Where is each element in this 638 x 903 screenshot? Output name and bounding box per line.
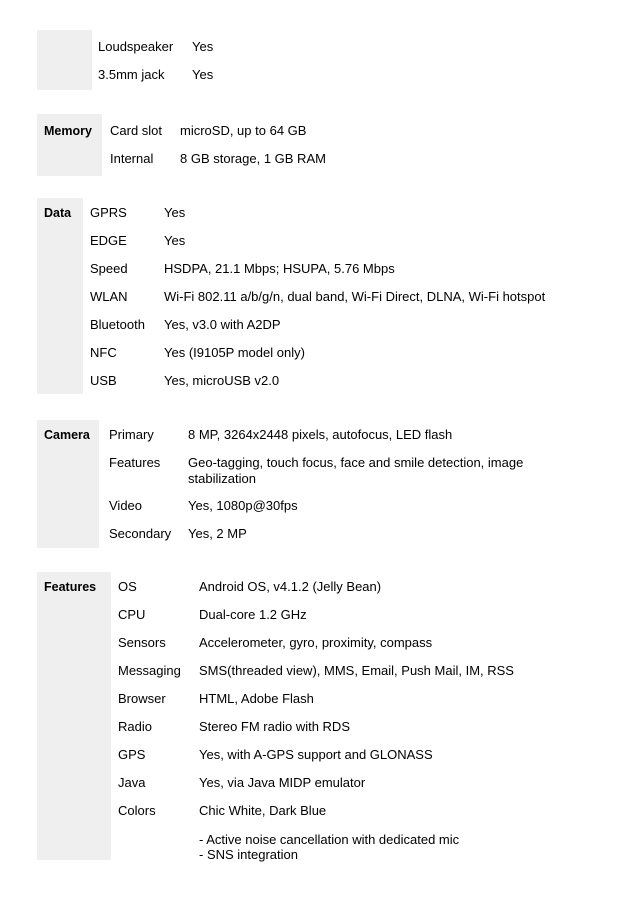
spec-value: HTML, Adobe Flash [199,691,314,706]
section-sound [37,30,602,90]
section-features [37,572,602,860]
spec-value: - Active noise cancellation with dedicated mic [199,832,460,847]
spec-value: Yes, microUSB v2.0 [164,373,280,388]
spec-key: Sensors [118,635,166,650]
section-data-header [37,198,83,394]
spec-key: Radio [118,719,152,734]
spec-value: Yes, 2 MP [188,526,247,541]
spec-value: Yes [192,67,214,82]
spec-key: WLAN [90,289,128,304]
spec-key: USB [90,373,117,388]
spec-value: SMS(threaded view), MMS, Email, Push Mail, IM, RSS [199,663,514,678]
spec-key: Secondary [109,526,172,541]
section-data [37,198,602,394]
spec-value: Geo-tagging, touch focus, face and smile detection, image stabilization [188,455,524,486]
spec-key: NFC [90,345,117,360]
section-label: Features [44,580,97,594]
spec-key: EDGE [90,233,127,248]
spec-value: microSD, up to 64 GB [180,123,307,138]
spec-key: GPRS [90,205,127,220]
spec-value: Yes, 1080p@30fps [188,498,298,513]
spec-value: Yes, via Java MIDP emulator [199,775,366,790]
spec-value: HSDPA, 21.1 Mbps; HSUPA, 5.76 Mbps [164,261,395,276]
spec-value: Yes [164,205,186,220]
spec-value: Android OS, v4.1.2 (Jelly Bean) [199,579,382,594]
spec-value: Yes, with A-GPS support and GLONASS [199,747,433,762]
spec-value: Yes (I9105P model only) [164,345,305,360]
spec-value: Chic White, Dark Blue [199,803,327,818]
spec-value: 8 GB storage, 1 GB RAM [180,151,326,166]
section-features-header [37,572,111,860]
spec-key: Features [109,455,161,470]
spec-key: CPU [118,607,146,622]
spec-key: Internal [110,151,154,166]
section-label: Data [44,206,72,220]
spec-value: Yes, v3.0 with A2DP [164,317,281,332]
spec-key: Video [109,498,143,513]
spec-key: Java [118,775,146,790]
section-sound-header [37,30,92,90]
spec-key: Primary [109,427,154,442]
spec-value: 8 MP, 3264x2448 pixels, autofocus, LED flash [188,427,453,442]
spec-value: Wi-Fi 802.11 a/b/g/n, dual band, Wi-Fi Direct, DLNA, Wi-Fi hotspot [164,289,546,304]
spec-key: OS [118,579,137,594]
spec-value: Accelerometer, gyro, proximity, compass [199,635,433,650]
spec-key: GPS [118,747,146,762]
section-label: Memory [44,124,92,138]
spec-value: Dual-core 1.2 GHz [199,607,307,622]
spec-value: Stereo FM radio with RDS [199,719,350,734]
spec-key: Colors [118,803,156,818]
spec-key: 3.5mm jack [98,67,165,82]
spec-value: - SNS integration [199,847,298,862]
section-label: Camera [44,428,90,442]
spec-key: Bluetooth [90,317,145,332]
spec-value: Yes [192,39,214,54]
spec-key: Card slot [110,123,163,138]
section-memory [37,114,602,176]
spec-key: Messaging [118,663,181,678]
spec-key: Speed [90,261,128,276]
spec-value: Yes [164,233,186,248]
section-camera [37,420,602,548]
spec-key: Loudspeaker [98,39,174,54]
spec-key: Browser [118,691,166,706]
